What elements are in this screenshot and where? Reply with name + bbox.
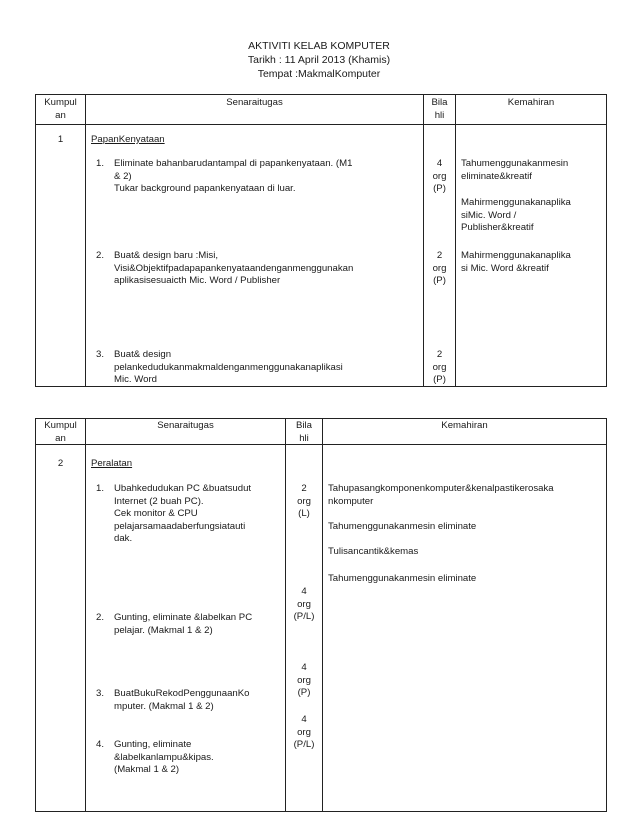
kemahiran-text: Tahupasangkomponenkomputer&kenalpastikerosaka nkomputer [328, 483, 554, 507]
header-kumpulan: Kumpul an [44, 420, 77, 444]
header-bilahli: Bila hli [431, 97, 448, 121]
task-number: 1. [96, 158, 105, 169]
task-number: 2. [96, 250, 105, 261]
bilahli-value: 2 org (L) [297, 483, 311, 520]
task-text: Eliminate bahanbarudantampal di papankenyataan. (M1 & 2) Tukar background papankenyataan di luar. [114, 158, 353, 195]
task-text: Buat& design pelankedudukanmakmaldenganmenggunakanaplikasi Mic. Word [114, 349, 343, 386]
header-kumpulan: Kumpul an [44, 97, 77, 121]
kemahiran-text: Tahumenggunakanmesin eliminate [328, 573, 477, 584]
bilahli-value: 2 org (P) [432, 349, 447, 386]
kemahiran-text: Tahumenggunakanmesin eliminate&kreatif [461, 158, 569, 182]
kemahiran-text: Tulisancantik&kemas [328, 546, 419, 557]
task-number: 1. [96, 483, 105, 494]
doc-date: Tarikh : 11 April 2013 (Khamis) [247, 54, 391, 66]
header-kemahiran: Kemahiran [441, 420, 488, 431]
group-title: Peralatan [91, 458, 133, 469]
bilahli-value: 4 org (P/L) [293, 586, 315, 623]
task-text: Gunting, eliminate &labelkanlampu&kipas. (Makmal 1 & 2) [114, 739, 214, 776]
group-number: 1 [57, 134, 64, 145]
kemahiran-text: Tahumenggunakanmesin eliminate [328, 521, 477, 532]
doc-location: Tempat :MakmalKomputer [257, 68, 381, 80]
header-kemahiran: Kemahiran [507, 97, 555, 108]
bilahli-value: 4 org (P/L) [293, 714, 315, 751]
group-number: 2 [57, 458, 64, 469]
task-text: Gunting, eliminate &labelkan PC pelajar. (Makmal 1 & 2) [114, 612, 253, 636]
bilahli-value: 4 org (P) [432, 158, 447, 195]
header-senaraitugas: Senaraitugas [226, 97, 283, 108]
group-title: PapanKenyataan [91, 134, 165, 145]
task-number: 3. [96, 688, 105, 699]
task-number: 2. [96, 612, 105, 623]
task-number: 3. [96, 349, 105, 360]
task-text: Ubahkedudukan PC &buatsudut Internet (2 buah PC). Cek monitor & CPU pelajarsamaadaberfungsiatauti dak. [114, 483, 252, 545]
task-text: BuatBukuRekodPenggunaanKo mputer. (Makmal 1 & 2) [114, 688, 250, 712]
header-bilahli: Bila hli [296, 420, 312, 444]
task-number: 4. [96, 739, 105, 750]
header-senaraitugas: Senaraitugas [157, 420, 214, 431]
kemahiran-text: Mahirmenggunakanaplika siMic. Word / Publisher&kreatif [461, 197, 571, 234]
kemahiran-text: Mahirmenggunakanaplika si Mic. Word &kreatif [461, 250, 571, 274]
doc-title: AKTIVITI KELAB KOMPUTER [248, 40, 390, 52]
bilahli-value: 2 org (P) [432, 250, 447, 287]
bilahli-value: 4 org (P) [297, 662, 311, 699]
task-text: Buat& design baru :Misi, Visi&Objektifpadapapankenyataandenganmenggunakan aplikasisesuaicth Mic. Word / Publisher [114, 250, 354, 287]
